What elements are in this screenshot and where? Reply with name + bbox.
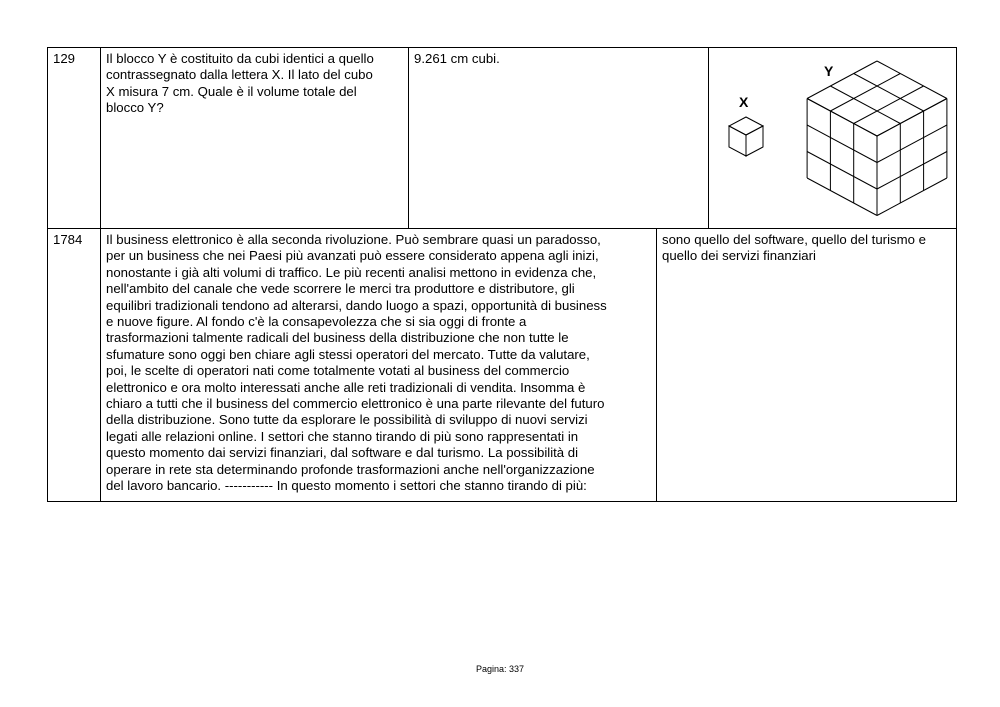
row-129-question: Il blocco Y è costituito da cubi identici a quello contrassegnato dalla lettera X. Il lato del cubo X misura 7 cm. Quale è il volume totale del blocco Y? [100, 47, 409, 229]
block-y-top-line [854, 86, 924, 124]
figure-label-x: X [739, 94, 749, 110]
block-y-top-line [854, 74, 924, 112]
figure-label-y: Y [824, 63, 834, 79]
block-y-illustration [800, 55, 960, 225]
block-y-top-line [877, 61, 947, 99]
block-y-top-line [830, 74, 900, 112]
row-1784-id: 1784 [47, 228, 101, 502]
page-number: Pagina: 337 [475, 664, 525, 674]
block-y-top-line [830, 86, 900, 124]
row-129-answer: 9.261 cm cubi. [408, 47, 709, 229]
cube-x-illustration [728, 116, 766, 160]
row-129-id: 129 [47, 47, 101, 229]
row-1784-answer: sono quello del software, quello del turismo e quello dei servizi finanziari [656, 228, 957, 502]
row-1784-question: Il business elettronico è alla seconda rivoluzione. Può sembrare quasi un paradosso, per un business che nei Paesi più avanzati può essere considerato appena agli inizi, nonostante i già alti volumi di traffico. Le più recenti analisi mettono in evidenza che, nell'ambito del canale che vede scorrere le merci tra produttore e distributore, gli equilibri tradizionali tendono ad alterarsi, dando luogo a spazi, opportunità di business e nuove figure. Al fondo c'è la consapevolezza che si sia oggi di fronte a trasformazioni talmente radicali del business della distribuzione che non tutte le sfumature sono oggi ben chiare agli stessi operatori del mercato. Tutte da valutare, poi, le scelte di operatori nati come totalmente votati al business del commercio elettronico e ora molto interessati anche alle reti tradizionali di vendita. Insomma è chiaro a tutti che il business del commercio elettronico è una parte rilevante del futuro della distribuzione. Sono tutte da esplorare le possibilità di sviluppo di nuovi servizi legati alle relazioni online. I settori che stanno tirando di più sono rappresentati in questo momento dai servizi finanziari, dal software e dal turismo. La possibilità di operare in rete sta determinando profonde trasformazioni anche nell'organizzazione del lavoro bancario. ----------- In questo momento i settori che stanno tirando di più: [100, 228, 657, 502]
block-y-top-line [807, 61, 877, 99]
